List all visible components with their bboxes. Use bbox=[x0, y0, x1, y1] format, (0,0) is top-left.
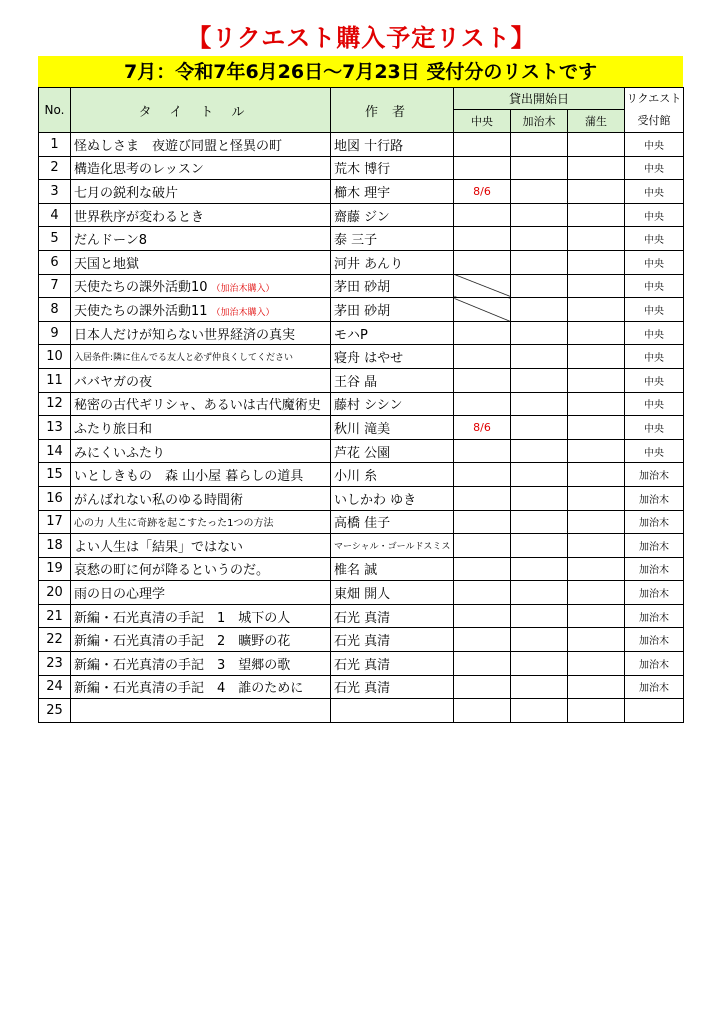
row-number: 7 bbox=[39, 274, 71, 298]
lending-kamo bbox=[568, 439, 625, 463]
lending-kamo bbox=[568, 628, 625, 652]
book-title bbox=[71, 274, 331, 298]
row-number: 13 bbox=[39, 416, 71, 440]
table-row bbox=[39, 298, 684, 322]
book-author: 齋藤 ジン bbox=[331, 203, 454, 227]
request-branch: 中央 bbox=[625, 203, 684, 227]
header-lending-kajiki: 加治木 bbox=[511, 109, 568, 132]
lending-chuo bbox=[454, 439, 511, 463]
book-title bbox=[71, 227, 331, 251]
lending-chuo bbox=[454, 675, 511, 699]
header-lending-start: 貸出開始日 bbox=[454, 88, 625, 110]
table-row bbox=[39, 133, 684, 157]
lending-chuo bbox=[454, 345, 511, 369]
lending-chuo bbox=[454, 628, 511, 652]
lending-kamo bbox=[568, 510, 625, 534]
book-title bbox=[71, 699, 331, 723]
lending-kajiki bbox=[511, 652, 568, 676]
book-title-text: 新編・石光真清の手記 4 誰のために bbox=[74, 681, 304, 697]
book-author bbox=[331, 699, 454, 723]
page-title: 【リクエスト購入予定リスト】 bbox=[187, 24, 536, 52]
lending-chuo: 8/6 bbox=[454, 416, 511, 440]
request-branch: 加治木 bbox=[625, 510, 684, 534]
book-author: 石光 真清 bbox=[331, 604, 454, 628]
book-title bbox=[71, 298, 331, 322]
book-title-text: ふたり旅日和 bbox=[74, 421, 153, 437]
header-author: 作者 bbox=[331, 88, 454, 133]
request-branch: 中央 bbox=[625, 298, 684, 322]
book-title bbox=[71, 133, 331, 157]
book-title bbox=[71, 581, 331, 605]
lending-kamo bbox=[568, 534, 625, 558]
table-row bbox=[39, 628, 684, 652]
row-number: 10 bbox=[39, 345, 71, 369]
book-title-text: だんドーン8 bbox=[74, 233, 148, 249]
row-number: 2 bbox=[39, 156, 71, 180]
request-branch: 加治木 bbox=[625, 486, 684, 510]
request-branch: 中央 bbox=[625, 416, 684, 440]
header-lending-chuo: 中央 bbox=[454, 109, 511, 132]
lending-kajiki bbox=[511, 180, 568, 204]
book-title-text: 七月の鋭利な破片 bbox=[74, 185, 179, 201]
row-number: 6 bbox=[39, 250, 71, 274]
lending-chuo bbox=[454, 203, 511, 227]
book-title bbox=[71, 486, 331, 510]
lending-chuo bbox=[454, 156, 511, 180]
book-title-text: 怪ぬしさま 夜遊び同盟と怪異の町 bbox=[74, 138, 283, 154]
lending-chuo bbox=[454, 604, 511, 628]
lending-chuo bbox=[454, 250, 511, 274]
lending-kamo bbox=[568, 133, 625, 157]
book-title bbox=[71, 557, 331, 581]
table-row bbox=[39, 203, 684, 227]
book-author: 河井 あんり bbox=[331, 250, 454, 274]
book-author: 地図 十行路 bbox=[331, 133, 454, 157]
lending-kamo bbox=[568, 180, 625, 204]
lending-kajiki bbox=[511, 416, 568, 440]
lending-chuo bbox=[454, 274, 511, 298]
table-row bbox=[39, 227, 684, 251]
row-number: 3 bbox=[39, 180, 71, 204]
lending-kamo bbox=[568, 321, 625, 345]
book-title-text: よい人生は「結果」ではない bbox=[74, 539, 244, 555]
lending-kajiki bbox=[511, 557, 568, 581]
book-title-text: 秘密の古代ギリシャ、あるいは古代魔術史 bbox=[74, 398, 321, 414]
row-number: 25 bbox=[39, 699, 71, 723]
table-row bbox=[39, 604, 684, 628]
request-branch: 加治木 bbox=[625, 652, 684, 676]
lending-kajiki bbox=[511, 203, 568, 227]
purchase-note: （加治木購入） bbox=[211, 284, 275, 295]
book-author: いしかわ ゆき bbox=[331, 486, 454, 510]
lending-chuo bbox=[454, 321, 511, 345]
request-branch: 中央 bbox=[625, 250, 684, 274]
table-row bbox=[39, 345, 684, 369]
book-author: 藤村 シシン bbox=[331, 392, 454, 416]
lending-kajiki bbox=[511, 156, 568, 180]
table-row bbox=[39, 250, 684, 274]
lending-kajiki bbox=[511, 604, 568, 628]
lending-kajiki bbox=[511, 368, 568, 392]
book-title-text: 新編・石光真清の手記 3 望郷の歌 bbox=[74, 657, 291, 673]
book-title bbox=[71, 534, 331, 558]
table-row bbox=[39, 439, 684, 463]
row-number: 18 bbox=[39, 534, 71, 558]
book-author: 櫛木 理宇 bbox=[331, 180, 454, 204]
table-row bbox=[39, 368, 684, 392]
book-title bbox=[71, 416, 331, 440]
row-number: 5 bbox=[39, 227, 71, 251]
row-number: 15 bbox=[39, 463, 71, 487]
row-number: 8 bbox=[39, 298, 71, 322]
lending-chuo bbox=[454, 557, 511, 581]
book-author: 泰 三子 bbox=[331, 227, 454, 251]
book-title-text: 構造化思考のレッスン bbox=[74, 162, 204, 178]
book-title bbox=[71, 675, 331, 699]
lending-kajiki bbox=[511, 699, 568, 723]
lending-kajiki bbox=[511, 133, 568, 157]
request-branch: 中央 bbox=[625, 180, 684, 204]
request-branch: 加治木 bbox=[625, 534, 684, 558]
book-title-text: 新編・石光真清の手記 1 城下の人 bbox=[74, 610, 291, 626]
book-title-text: 日本人だけが知らない世界経済の真実 bbox=[74, 327, 296, 343]
table-row bbox=[39, 392, 684, 416]
row-number: 23 bbox=[39, 652, 71, 676]
request-branch: 加治木 bbox=[625, 463, 684, 487]
book-author: マーシャル・ゴールドスミス bbox=[331, 534, 454, 558]
table-row bbox=[39, 699, 684, 723]
lending-kamo bbox=[568, 699, 625, 723]
lending-chuo bbox=[454, 534, 511, 558]
header-request-line1: リクエスト bbox=[626, 92, 682, 105]
lending-kajiki bbox=[511, 227, 568, 251]
lending-chuo bbox=[454, 581, 511, 605]
book-title bbox=[71, 604, 331, 628]
request-branch: 加治木 bbox=[625, 557, 684, 581]
request-branch: 加治木 bbox=[625, 675, 684, 699]
row-number: 1 bbox=[39, 133, 71, 157]
row-number: 14 bbox=[39, 439, 71, 463]
request-branch: 中央 bbox=[625, 345, 684, 369]
lending-chuo bbox=[454, 486, 511, 510]
book-title bbox=[71, 368, 331, 392]
header-no: No. bbox=[39, 88, 71, 133]
request-branch: 中央 bbox=[625, 368, 684, 392]
table-row bbox=[39, 557, 684, 581]
table-body bbox=[39, 133, 684, 723]
lending-kajiki bbox=[511, 581, 568, 605]
book-title bbox=[71, 463, 331, 487]
lending-kamo bbox=[568, 604, 625, 628]
lending-chuo bbox=[454, 227, 511, 251]
purchase-note: （加治木購入） bbox=[211, 307, 275, 318]
lending-kamo bbox=[568, 274, 625, 298]
table-row bbox=[39, 581, 684, 605]
request-branch: 中央 bbox=[625, 439, 684, 463]
request-branch: 加治木 bbox=[625, 628, 684, 652]
book-title-text: 世界秩序が変わるとき bbox=[74, 209, 205, 225]
table-row bbox=[39, 652, 684, 676]
table-row bbox=[39, 156, 684, 180]
book-author: モハP bbox=[331, 321, 454, 345]
row-number: 11 bbox=[39, 368, 71, 392]
book-author: 石光 真清 bbox=[331, 652, 454, 676]
lending-kajiki bbox=[511, 298, 568, 322]
request-branch bbox=[625, 699, 684, 723]
book-title bbox=[71, 652, 331, 676]
book-author: 椎名 誠 bbox=[331, 557, 454, 581]
lending-chuo bbox=[454, 298, 511, 322]
lending-chuo bbox=[454, 463, 511, 487]
book-title-text: ババヤガの夜 bbox=[74, 374, 153, 390]
request-branch: 中央 bbox=[625, 321, 684, 345]
row-number: 17 bbox=[39, 510, 71, 534]
lending-kajiki bbox=[511, 675, 568, 699]
table-row bbox=[39, 321, 684, 345]
book-title-text: 入居条件:隣に住んでる友人と必ず仲良くしてください bbox=[74, 353, 294, 364]
book-title-text: みにくいふたり bbox=[74, 445, 166, 461]
row-number: 4 bbox=[39, 203, 71, 227]
request-branch: 加治木 bbox=[625, 604, 684, 628]
row-number: 16 bbox=[39, 486, 71, 510]
request-branch: 加治木 bbox=[625, 581, 684, 605]
lending-kajiki bbox=[511, 486, 568, 510]
book-author: 芦花 公園 bbox=[331, 439, 454, 463]
lending-chuo bbox=[454, 510, 511, 534]
lending-kajiki bbox=[511, 439, 568, 463]
table-row bbox=[39, 534, 684, 558]
lending-kamo bbox=[568, 345, 625, 369]
lending-kamo bbox=[568, 652, 625, 676]
lending-kajiki bbox=[511, 321, 568, 345]
request-branch: 中央 bbox=[625, 274, 684, 298]
lending-kamo bbox=[568, 416, 625, 440]
request-branch: 中央 bbox=[625, 227, 684, 251]
book-title bbox=[71, 156, 331, 180]
row-number: 22 bbox=[39, 628, 71, 652]
book-title-text: 天使たちの課外活動10 bbox=[74, 280, 208, 296]
book-title bbox=[71, 392, 331, 416]
book-title-text: 天国と地獄 bbox=[74, 256, 140, 272]
book-author: 小川 糸 bbox=[331, 463, 454, 487]
lending-chuo bbox=[454, 699, 511, 723]
book-title-text: 新編・石光真清の手記 2 曠野の花 bbox=[74, 634, 291, 650]
book-title-text: がんばれない私のゆる時間術 bbox=[74, 492, 244, 508]
book-title bbox=[71, 439, 331, 463]
lending-kamo bbox=[568, 675, 625, 699]
lending-kamo bbox=[568, 368, 625, 392]
book-author: 茅田 砂胡 bbox=[331, 274, 454, 298]
lending-chuo bbox=[454, 368, 511, 392]
header-lending-kamo: 蒲生 bbox=[568, 109, 625, 132]
book-title-text: いとしきもの 森 山小屋 暮らしの道具 bbox=[74, 469, 304, 485]
book-title-text: 雨の日の心理学 bbox=[74, 587, 166, 603]
book-author: 荒木 博行 bbox=[331, 156, 454, 180]
request-branch: 中央 bbox=[625, 133, 684, 157]
book-author: 高橋 佳子 bbox=[331, 510, 454, 534]
book-title-text: 哀愁の町に何が降るというのだ。 bbox=[74, 563, 270, 579]
book-author: 王谷 晶 bbox=[331, 368, 454, 392]
request-branch: 中央 bbox=[625, 392, 684, 416]
lending-kamo bbox=[568, 250, 625, 274]
header-request-line2: 受付館 bbox=[637, 114, 671, 127]
lending-kajiki bbox=[511, 345, 568, 369]
header-title: タイトル bbox=[71, 88, 331, 133]
table-row bbox=[39, 274, 684, 298]
table-row bbox=[39, 180, 684, 204]
period-banner: 7月：令和7年6月26日～7月23日 受付分のリストです bbox=[38, 56, 683, 88]
book-author: 石光 真清 bbox=[331, 675, 454, 699]
lending-kamo bbox=[568, 227, 625, 251]
book-author: 寝舟 はやせ bbox=[331, 345, 454, 369]
lending-kajiki bbox=[511, 274, 568, 298]
book-title bbox=[71, 345, 331, 369]
table-row bbox=[39, 486, 684, 510]
book-title bbox=[71, 510, 331, 534]
book-author: 茅田 砂胡 bbox=[331, 298, 454, 322]
request-list-table bbox=[38, 87, 684, 723]
lending-chuo bbox=[454, 133, 511, 157]
lending-kajiki bbox=[511, 534, 568, 558]
lending-kajiki bbox=[511, 463, 568, 487]
lending-kajiki bbox=[511, 392, 568, 416]
book-title bbox=[71, 180, 331, 204]
lending-kajiki bbox=[511, 510, 568, 534]
row-number: 21 bbox=[39, 604, 71, 628]
table-row bbox=[39, 675, 684, 699]
row-number: 24 bbox=[39, 675, 71, 699]
lending-chuo: 8/6 bbox=[454, 180, 511, 204]
lending-chuo bbox=[454, 392, 511, 416]
row-number: 9 bbox=[39, 321, 71, 345]
lending-kamo bbox=[568, 392, 625, 416]
lending-kamo bbox=[568, 156, 625, 180]
lending-kajiki bbox=[511, 628, 568, 652]
lending-kajiki bbox=[511, 250, 568, 274]
book-title bbox=[71, 321, 331, 345]
book-title bbox=[71, 628, 331, 652]
lending-kamo bbox=[568, 581, 625, 605]
lending-chuo bbox=[454, 652, 511, 676]
book-author: 秋川 滝美 bbox=[331, 416, 454, 440]
book-title bbox=[71, 203, 331, 227]
book-title-text: 心の力 人生に奇跡を起こすたった1つの方法 bbox=[74, 517, 274, 529]
row-number: 12 bbox=[39, 392, 71, 416]
row-number: 19 bbox=[39, 557, 71, 581]
lending-kamo bbox=[568, 298, 625, 322]
lending-kamo bbox=[568, 203, 625, 227]
book-author: 石光 真清 bbox=[331, 628, 454, 652]
request-branch: 中央 bbox=[625, 156, 684, 180]
lending-kamo bbox=[568, 486, 625, 510]
table-row bbox=[39, 510, 684, 534]
lending-kamo bbox=[568, 557, 625, 581]
table-row bbox=[39, 463, 684, 487]
book-title-text: 天使たちの課外活動11 bbox=[74, 303, 208, 319]
table-row bbox=[39, 416, 684, 440]
row-number: 20 bbox=[39, 581, 71, 605]
book-title bbox=[71, 250, 331, 274]
book-author: 東畑 開人 bbox=[331, 581, 454, 605]
header-request-branch bbox=[625, 88, 684, 133]
lending-kamo bbox=[568, 463, 625, 487]
